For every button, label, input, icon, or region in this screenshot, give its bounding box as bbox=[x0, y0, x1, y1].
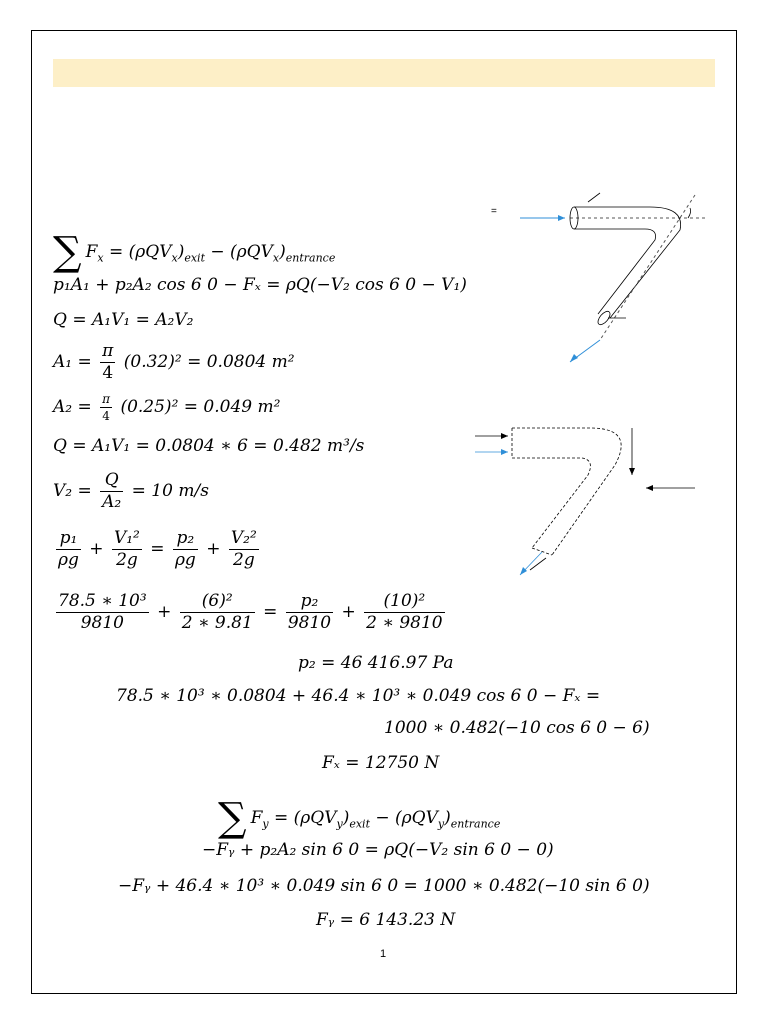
bernoulli-equation: $\frac{\text{p₁}}{\rho g}$ + $\frac{\text{V₁²}}{2g}$ = $\frac{\text{p₂}}{\rho g}$ + $\frac{\text{V₂²}}{2g}$ bbox=[58, 528, 257, 570]
bernoulli-numeric: $\frac{\text{78.5 ∗ 10³}}{9810}$ + $\frac{\text{(6)²}}{2 ∗ 9.81}$ = $\frac{\text{p₂}}{9810}$ + $\frac{\text{(10)²}}{2 ∗ 9810}$ bbox=[58, 591, 443, 633]
v2-prefix: V₂ = bbox=[53, 481, 92, 501]
area-a1-equation bbox=[53, 343, 295, 382]
pipe-bend-diagram bbox=[510, 190, 710, 370]
fy-result: Fᵧ = 6 143.23 N bbox=[316, 910, 456, 930]
page-number: 1 bbox=[380, 948, 387, 960]
area-a2-equation bbox=[53, 393, 280, 422]
pi-over-four: $\frac{\pi}{4}$ bbox=[102, 341, 114, 383]
v2-value: = 10 m/s bbox=[131, 481, 209, 501]
small-mark: = bbox=[491, 206, 497, 217]
force-balance-line2: 1000 ∗ 0.482(−10 cos 6 0 − 6) bbox=[384, 718, 650, 738]
sum-fy-equation: ∑ $F_y = (\rho QV_y)_{exit} - (\rho QV_y)_{entrance}$ bbox=[218, 795, 501, 841]
sum-fx-equation: ∑ $F_x = (\rho QV_x)_{exit} - (\rho QV_x)_{entrance}$ bbox=[53, 229, 336, 275]
flow-rate-equation: Q = A₁V₁ = 0.0804 ∗ 6 = 0.482 m³/s bbox=[53, 436, 365, 456]
fx-result: Fₓ = 12750 N bbox=[322, 753, 440, 773]
a2-prefix: A₂ = bbox=[53, 397, 92, 417]
continuity-equation: Q = A₁V₁ = A₂V₂ bbox=[53, 310, 194, 330]
momentum-y-equation: −Fᵧ + p₂A₂ sin 6 0 = ρQ(−V₂ sin 6 0 − 0) bbox=[202, 840, 554, 860]
a2-value: (0.25)² = 0.049 m² bbox=[120, 397, 281, 417]
force-balance-line1: 78.5 ∗ 10³ ∗ 0.0804 + 46.4 ∗ 10³ ∗ 0.049 cos 6 0 − Fₓ = bbox=[116, 686, 601, 706]
highlight-bar bbox=[53, 59, 715, 87]
momentum-y-numeric: −Fᵧ + 46.4 ∗ 10³ ∗ 0.049 sin 6 0 = 1000 ∗ 0.482(−10 sin 6 0) bbox=[118, 876, 650, 896]
v2-equation bbox=[53, 472, 209, 511]
momentum-x-equation: p₁A₁ + p₂A₂ cos 6 0 − Fₓ = ρQ(−V₂ cos 6 0 − V₁) bbox=[53, 275, 467, 295]
a1-prefix: A₁ = bbox=[53, 352, 92, 372]
control-volume-diagram bbox=[470, 420, 705, 580]
p2-result: p₂ = 46 416.97 Pa bbox=[298, 653, 454, 673]
q-over-a2: $\frac{Q}{\text{A₂}}$ bbox=[102, 470, 122, 512]
a1-value: (0.32)² = 0.0804 m² bbox=[123, 352, 295, 372]
pi-over-four-small: $\frac{\pi}{4}$ bbox=[102, 392, 111, 423]
